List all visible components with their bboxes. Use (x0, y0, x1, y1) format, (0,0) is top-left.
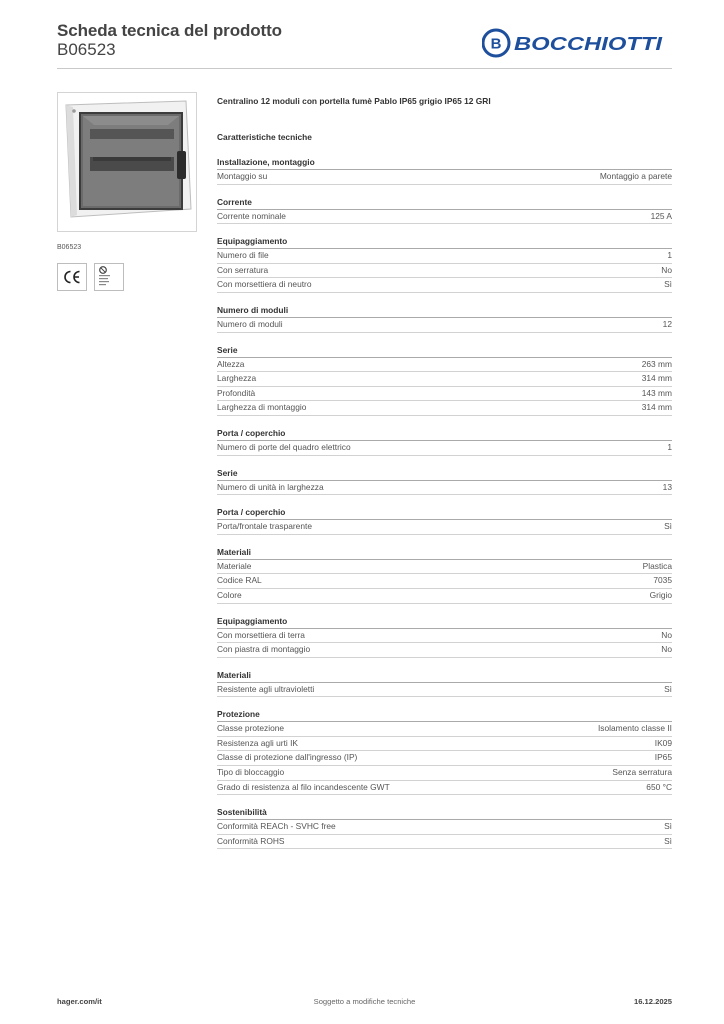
spec-row (217, 520, 672, 535)
spec-row (217, 751, 672, 766)
spec-value: Grigio (649, 589, 672, 600)
section-title: Sostenibilità (217, 805, 672, 820)
spec-value: 13 (662, 481, 672, 492)
document-title: Scheda tecnica del prodotto (57, 21, 282, 40)
spec-section (217, 505, 672, 535)
spec-value: 314 mm (641, 373, 672, 384)
spec-value: Sì (664, 279, 672, 290)
spec-row (217, 683, 672, 698)
spec-row (217, 835, 672, 850)
spec-value: IP65 (654, 752, 672, 763)
spec-label: Numero di porte del quadro elettrico (217, 441, 351, 452)
spec-section (217, 466, 672, 496)
spec-label: Altezza (217, 358, 245, 369)
spec-row (217, 387, 672, 402)
footer-disclaimer: Soggetto a modifiche tecniche (313, 997, 416, 1006)
spec-label: Con serratura (217, 264, 269, 275)
spec-label: Porta/frontale trasparente (217, 521, 312, 532)
spec-label: Colore (217, 589, 242, 600)
bocchiotti-logo (482, 28, 668, 58)
spec-value: Plastica (642, 560, 672, 571)
spec-row (217, 170, 672, 185)
spec-label: Numero di unità in larghezza (217, 481, 324, 492)
section-title: Equipaggiamento (217, 234, 672, 249)
spec-label: Numero di moduli (217, 318, 283, 329)
spec-section (217, 805, 672, 849)
spec-row (217, 481, 672, 496)
spec-value: 143 mm (641, 387, 672, 398)
section-title: Porta / coperchio (217, 505, 672, 520)
spec-label: Con morsettiera di neutro (217, 279, 312, 290)
footer-date: 16.12.2025 (633, 997, 672, 1006)
section-title: Corrente (217, 195, 672, 210)
spec-section (217, 614, 672, 658)
disposal-info-icon (94, 263, 124, 291)
section-title: Protezione (217, 707, 672, 722)
spec-section (217, 707, 672, 795)
spec-label: Resistente agli ultravioletti (217, 683, 315, 694)
section-title: Porta / coperchio (217, 426, 672, 441)
spec-value: Sì (664, 821, 672, 832)
spec-label: Conformità REACh - SVHC free (217, 821, 336, 832)
spec-label: Larghezza (217, 373, 257, 384)
spec-row (217, 722, 672, 737)
spec-row (217, 560, 672, 575)
spec-value: Sì (664, 835, 672, 846)
spec-row (217, 249, 672, 264)
section-title: Materiali (217, 545, 672, 560)
ce-mark-icon (57, 263, 87, 291)
spec-section (217, 195, 672, 225)
spec-value: 263 mm (641, 358, 672, 369)
svg-text:B: B (490, 35, 502, 53)
section-title: Serie (217, 466, 672, 481)
spec-row (217, 781, 672, 796)
header-divider (57, 68, 672, 69)
spec-row (217, 210, 672, 225)
page-header (57, 20, 672, 70)
spec-label: Con piastra di montaggio (217, 644, 311, 655)
spec-label: Classe protezione (217, 723, 285, 734)
spec-value: 125 A (650, 210, 672, 221)
spec-label: Materiale (217, 560, 252, 571)
spec-value: Sì (664, 521, 672, 532)
spec-label: Tipo di bloccaggio (217, 767, 285, 778)
spec-label: Larghezza di montaggio (217, 402, 307, 413)
spec-value: 7035 (653, 575, 672, 586)
spec-row (217, 264, 672, 279)
spec-section (217, 668, 672, 698)
spec-row (217, 589, 672, 604)
spec-row (217, 820, 672, 835)
spec-label: Corrente nominale (217, 210, 286, 221)
spec-section (217, 343, 672, 416)
spec-value: 650 °C (646, 781, 672, 792)
spec-row (217, 441, 672, 456)
spec-label: Profondità (217, 387, 256, 398)
image-caption: B06523 (57, 244, 82, 251)
section-title: Serie (217, 343, 672, 358)
section-title: Numero di moduli (217, 303, 672, 318)
technical-characteristics-heading: Caratteristiche tecniche (217, 132, 312, 142)
spec-value: Montaggio a parete (599, 171, 672, 181)
spec-section (217, 426, 672, 456)
spec-value: No (661, 629, 672, 640)
spec-row (217, 358, 672, 373)
spec-row (217, 643, 672, 658)
spec-value: Isolamento classe II (597, 723, 672, 734)
spec-value: Sì (664, 683, 672, 694)
spec-label: Con morsettiera di terra (217, 629, 305, 640)
spec-label: Resistenza agli urti IK (217, 737, 298, 748)
spec-label: Montaggio su (217, 171, 268, 181)
spec-label: Codice RAL (217, 575, 262, 586)
spec-row (217, 278, 672, 293)
spec-section (217, 303, 672, 333)
spec-value: 1 (667, 441, 672, 452)
spec-value: No (661, 264, 672, 275)
spec-value: 1 (667, 250, 672, 261)
spec-label: Classe di protezione dall'ingresso (IP) (217, 752, 358, 763)
spec-row (217, 401, 672, 416)
spec-value: No (661, 644, 672, 655)
spec-section (217, 234, 672, 293)
spec-row (217, 318, 672, 333)
spec-row (217, 372, 672, 387)
spec-row (217, 737, 672, 752)
spec-section (217, 545, 672, 604)
spec-value: 314 mm (641, 402, 672, 413)
technical-data (217, 95, 672, 849)
product-code: B06523 (57, 40, 116, 59)
section-title: Equipaggiamento (217, 614, 672, 629)
spec-label: Numero di file (217, 250, 269, 261)
spec-label: Conformità ROHS (217, 835, 285, 846)
section-title: Installazione, montaggio (217, 155, 672, 170)
section-title: Materiali (217, 668, 672, 683)
spec-value: 12 (662, 318, 672, 329)
spec-row (217, 629, 672, 644)
spec-sections (217, 155, 672, 849)
spec-label: Grado di resistenza al filo incandescente GWT (217, 781, 390, 792)
spec-section (217, 155, 672, 185)
spec-value: IK09 (654, 737, 672, 748)
product-image (57, 92, 197, 232)
product-description: Centralino 12 moduli con portella fumè Pablo IP65 grigio IP65 12 GRI (217, 96, 491, 106)
footer-website: hager.com/it (57, 997, 102, 1006)
spec-row (217, 574, 672, 589)
spec-row (217, 766, 672, 781)
spec-value: Senza serratura (612, 767, 672, 778)
brand-name: BOCCHIOTTI (514, 34, 664, 54)
